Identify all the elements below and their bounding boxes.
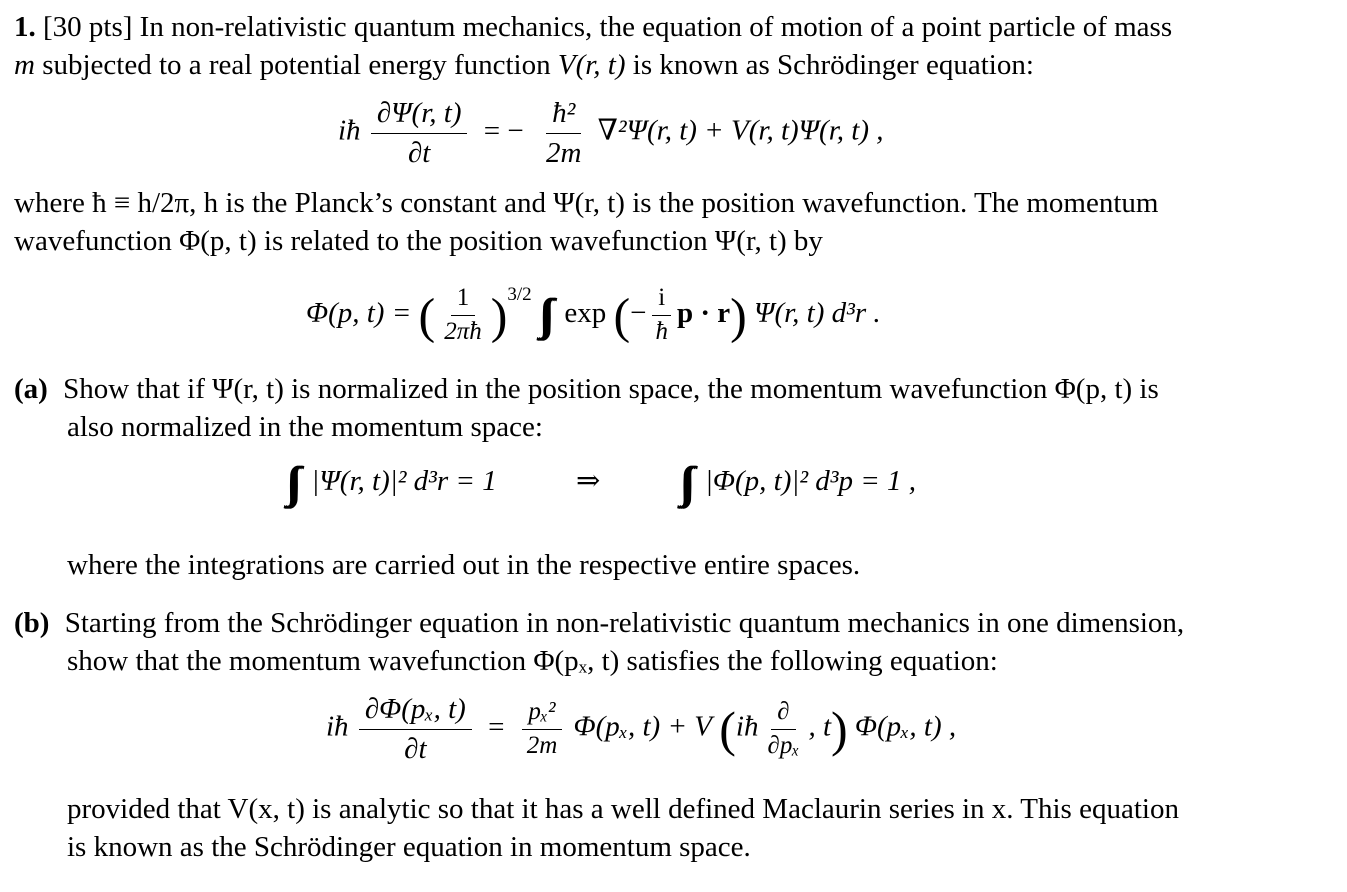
part-b-lhs-fraction — [359, 692, 472, 766]
part-b-eq-tail: Φ(pₓ, t) , — [854, 710, 957, 743]
part-b-label: (b) — [14, 607, 50, 639]
part-b-line-3: provided that V(x, t) is analytic so that it has a well defined Maclaurin series in x. This equation — [67, 793, 1179, 825]
part-b-open-paren: ( — [719, 701, 736, 757]
eq2-exp-tail: p · r — [676, 297, 731, 329]
eq2-open-paren: ( — [418, 287, 436, 344]
intro-text-3: is known as Schrödinger equation: — [632, 49, 1034, 81]
eq1-rhs-num: ħ² — [546, 96, 581, 134]
eq1-sign: = − — [483, 114, 524, 147]
intro-text-2: subjected to a real potential energy function — [42, 49, 551, 81]
part-b-kinetic-den: 2m — [526, 732, 558, 759]
mass-variable: m — [14, 49, 35, 81]
potential-function: V(r, t) — [557, 49, 626, 81]
part-b-kinetic-num: pₓ² — [522, 698, 561, 730]
part-a-integral-right: ∫∫∫ — [679, 458, 686, 508]
part-b-inner-den: ∂pₓ — [767, 732, 800, 759]
implies-arrow: ⇒ — [575, 465, 601, 497]
normalization-equation — [286, 458, 917, 508]
part-b-inner-tail: , t — [808, 710, 831, 743]
eq1-lhs-num: ∂Ψ(r, t) — [371, 96, 468, 134]
eq2-paren-den: 2πħ — [444, 318, 482, 346]
eq1-rhs-den: 2m — [545, 137, 582, 169]
where-line-1: where ħ ≡ h/2π, h is the Planck’s constant and Ψ(r, t) is the position wavefunction. The momentum — [14, 187, 1159, 219]
eq1-lhs-coef: iħ — [338, 114, 361, 147]
part-b-text-1: Starting from the Schrödinger equation in non-relativistic quantum mechanics in one dimension, — [64, 607, 1185, 639]
part-b-line-2: show that the momentum wavefunction Φ(pₓ, t) satisfies the following equation: — [67, 645, 998, 677]
part-a-line-1 — [14, 370, 1159, 408]
eq2-exp-open-paren: ( — [613, 287, 631, 344]
part-b-lhs-num: ∂Φ(pₓ, t) — [359, 692, 472, 730]
eq2-paren-num: 1 — [451, 284, 476, 316]
eq2-exp-num: i — [652, 284, 671, 316]
part-b-line-1 — [14, 604, 1184, 642]
momentum-transform-equation: Φ(p, t) = ( $\frac{1}{2\pi ħ}$ )$^{3/2}$ ∫∫∫ exp (− $\frac{i}{ħ}$ p · r) Ψ(r, t) d³r . — [306, 284, 881, 346]
part-b-line-4: is known as the Schrödinger equation in momentum space. — [67, 831, 751, 863]
schrodinger-equation — [338, 96, 884, 170]
eq2-triple-integral: ∫∫∫ — [538, 290, 546, 340]
part-b-inner-coef: iħ — [735, 710, 759, 743]
part-b-eq-mid: Φ(pₓ, t) + V — [573, 710, 712, 743]
problem-intro-line-1 — [14, 8, 1172, 46]
part-a-eq-right: |Φ(p, t)|² d³p = 1 , — [704, 465, 917, 497]
part-b-close-paren: ) — [831, 701, 848, 757]
where-line-2: wavefunction Φ(p, t) is related to the position wavefunction Ψ(r, t) by — [14, 225, 823, 257]
eq1-rhs-tail: ∇²Ψ(r, t) + V(r, t)Ψ(r, t) , — [597, 114, 884, 147]
part-b-lhs-den: ∂t — [404, 733, 427, 765]
momentum-schrodinger-equation — [326, 692, 956, 766]
eq2-power: 3/2 — [507, 284, 532, 305]
part-b-inner-num: ∂ — [771, 698, 795, 730]
part-a-integral-left: ∫∫∫ — [286, 458, 293, 508]
eq1-lhs-den: ∂t — [407, 137, 431, 169]
eq2-exp-den: ħ — [655, 318, 668, 346]
part-b-eq-sign: = — [488, 710, 505, 743]
part-b-kinetic-fraction — [521, 698, 564, 760]
eq2-paren-fraction — [438, 284, 488, 346]
part-b-eq-coef: iħ — [326, 710, 349, 743]
problem-number: 1. — [14, 11, 36, 43]
eq2-exp-fraction — [649, 284, 674, 346]
eq2-rhs-tail: Ψ(r, t) d³r . — [754, 297, 881, 329]
eq1-lhs-fraction — [371, 96, 468, 170]
problem-points: [30 pts] — [43, 11, 133, 43]
part-a-line-3: where the integrations are carried out in the respective entire spaces. — [67, 549, 861, 581]
part-a-line-2: also normalized in the momentum space: — [67, 411, 543, 443]
eq2-exp: exp — [564, 297, 607, 329]
part-a-text-1: Show that if Ψ(r, t) is normalized in the position space, the momentum wavefunction Φ(p, t) is — [63, 373, 1159, 405]
eq1-rhs-fraction — [540, 96, 587, 170]
part-a-eq-left: |Ψ(r, t)|² d³r = 1 — [311, 465, 497, 497]
eq2-exp-close-paren: ) — [730, 287, 747, 344]
eq2-close-paren: ) — [490, 287, 508, 344]
intro-text-1: In non-relativistic quantum mechanics, the equation of motion of a point particle of mass — [139, 11, 1173, 43]
problem-intro-line-2 — [14, 46, 1034, 84]
part-a-label: (a) — [14, 373, 48, 405]
eq2-lhs: Φ(p, t) = — [306, 297, 412, 329]
part-b-inner-fraction — [761, 698, 805, 760]
